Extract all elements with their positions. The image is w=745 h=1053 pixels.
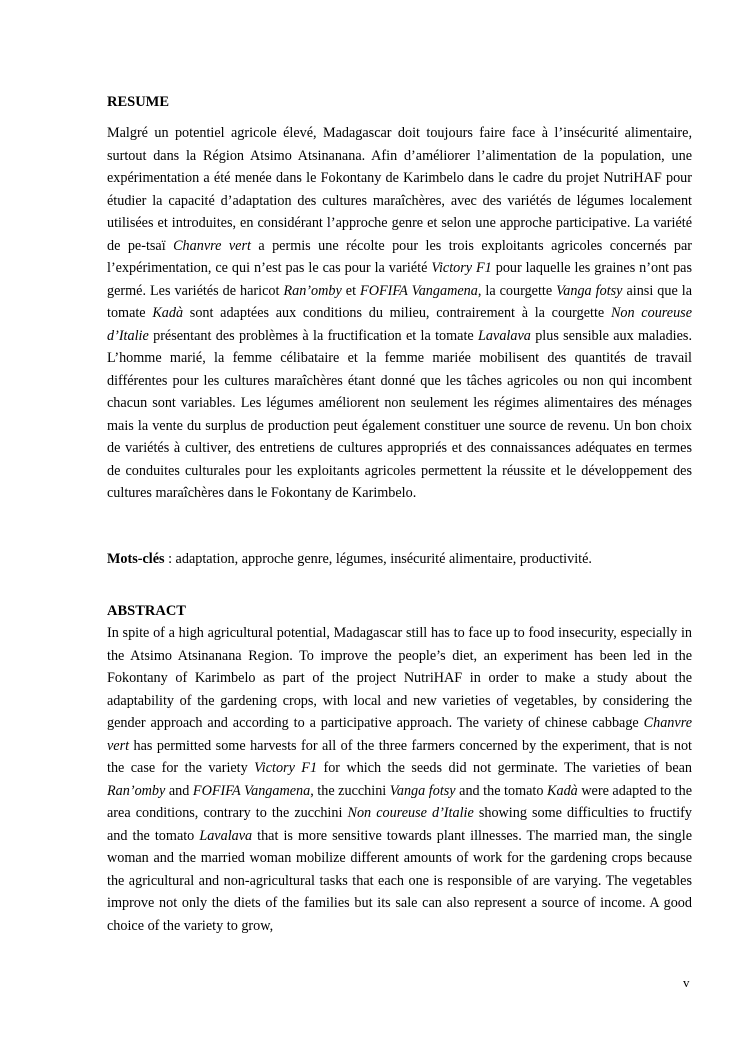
variety-name: Victory F1 bbox=[254, 760, 318, 776]
variety-name: Ran’omby bbox=[107, 782, 166, 799]
abstract-heading: ABSTRACT bbox=[107, 603, 186, 619]
abstract-text: showing some difficulties to fructify and the tomato bbox=[107, 805, 692, 844]
resume-text: Malgré un potentiel agricole élevé, Madagascar doit toujours faire face à l’insécurité alimentaire, surtout dans la Région Atsimo Atsinanana. Afin d’améliorer l’alimentation de la population, une expérimentation a été menée dans le Fokontany de Karimbelo dans le cadre du projet NutriHAF pour étudier la capacité d’adaptation des cultures maraîchères, avec des variétés de légumes localement utilisées et introduites, en considérant l’approche genre et selon une approche participative. La variété de pe-tsaï bbox=[107, 125, 692, 254]
variety-name: Lavalava bbox=[478, 327, 531, 344]
abstract-text: for which the seeds did not germinate. The varieties of bean bbox=[317, 760, 693, 776]
abstract-text: and bbox=[165, 782, 193, 799]
abstract-text: has permitted some harvests for all of the three farmers concerned by the experiment, that is not the case for the variety bbox=[107, 737, 692, 776]
resume-text: plus sensible aux maladies. L’homme marié, la femme célibataire et la femme mariée mobilisent des quantités de travail différentes pour les cultures maraîchères étant donné que les tâches agricoles ou non qui incombent chacun sont variables. Les légumes améliorent non seulement les régimes alimentaires des ménages mais la vente du surplus de production peut également constituer une source de revenu. Un bon choix de variétés à cultiver, des entretiens de cultures appropriés et des connaissances adéquates en termes de conduites culturales pour les exploitants agricoles permettent la réussite et le développement des cultures maraîchères dans le Fokontany de Karimbelo. bbox=[107, 327, 692, 501]
abstract-text: In spite of a high agricultural potential, Madagascar still has to face up to food insecurity, especially in the Atsimo Atsinanana Region. To improve the people’s diet, an experiment has been led in the Fokontany of Karimbelo as part of the project NutriHAF in order to make a study about the adaptability of the gardening crops, with local and new varieties of vegetables, by considering the gender approach and according to a participative approach. The variety of chinese cabbage bbox=[107, 625, 692, 731]
page-number: v bbox=[683, 975, 690, 990]
resume-text: sont adaptées aux conditions du milieu, contrairement à la courgette bbox=[183, 305, 611, 321]
keywords-label: Mots-clés bbox=[107, 551, 165, 567]
resume-heading: RESUME bbox=[107, 94, 170, 110]
resume-text: a permis une récolte pour les trois exploitants agricoles concernés par l’expérimentation, ce qui n’est pas le cas pour la variété bbox=[107, 237, 692, 276]
variety-name: FOFIFA Vangamena bbox=[360, 282, 478, 299]
abstract-text: were adapted to the area conditions, contrary to the zucchini bbox=[107, 782, 692, 821]
variety-name: Kadà bbox=[547, 782, 578, 799]
variety-name: Lavalava bbox=[199, 827, 253, 844]
abstract-paragraph bbox=[107, 622, 692, 937]
keywords-line bbox=[107, 548, 692, 570]
abstract-text: , the zucchini bbox=[310, 782, 390, 799]
resume-paragraph bbox=[107, 122, 692, 505]
resume-text: , la courgette bbox=[477, 282, 557, 299]
keywords-text: : adaptation, approche genre, légumes, insécurité alimentaire, productivité. bbox=[164, 551, 592, 567]
variety-name: Victory F1 bbox=[431, 260, 492, 276]
resume-text: ainsi que la tomate bbox=[107, 282, 693, 321]
variety-name: Non coureuse d’Italie bbox=[107, 305, 692, 344]
abstract-text: that is more sensitive towards plant illnesses. The married man, the single woman and the married woman mobilize different amounts of work for the gardening crops because the agricultural and non-agricultural tasks that each one is responsible of are varying. The vegetables improve not only the diets of the families but its sale can also represent a source of income. A good choice of the variety to grow, bbox=[107, 827, 692, 934]
variety-name: Chanvre vert bbox=[173, 237, 251, 254]
variety-name: Kadà bbox=[152, 305, 184, 321]
variety-name: Ran’omby bbox=[283, 282, 342, 299]
resume-text: pour laquelle les graines n’ont pas germé. Les variétés de haricot bbox=[107, 260, 692, 299]
variety-name: Chanvre vert bbox=[107, 715, 692, 754]
variety-name: FOFIFA Vangamena bbox=[192, 782, 311, 799]
variety-name: Vanga fotsy bbox=[389, 782, 456, 799]
resume-text: et bbox=[341, 282, 361, 299]
variety-name: Vanga fotsy bbox=[556, 282, 623, 299]
resume-text: présentant des problèmes à la fructification et la tomate bbox=[148, 327, 479, 344]
abstract-text: and the tomato bbox=[455, 782, 548, 799]
variety-name: Non coureuse d’Italie bbox=[347, 805, 474, 821]
